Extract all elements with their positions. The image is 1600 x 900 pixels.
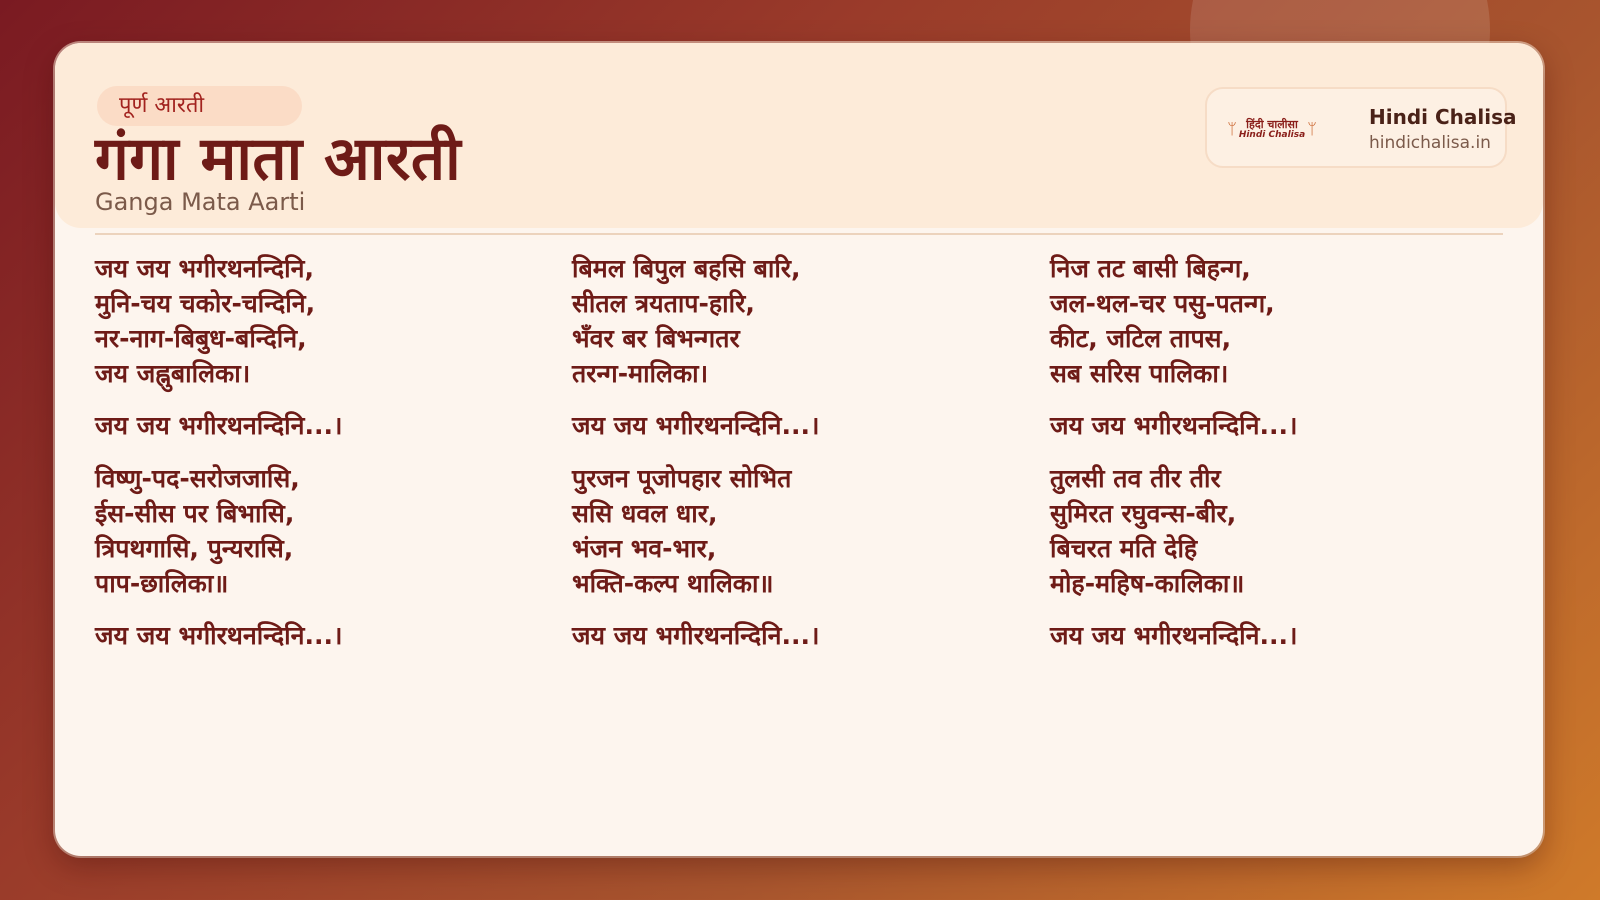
logo-text-english: Hindi Chalisa — [1238, 129, 1306, 140]
brand-name: Hindi Chalisa — [1369, 105, 1517, 129]
chorus-line: जय जय भगीरथनन्दिनि...। — [572, 621, 820, 650]
card-header — [55, 43, 1543, 228]
chorus-line: जय जय भगीरथनन्दिनि...। — [95, 411, 343, 440]
chorus-line: जय जय भगीरथनन्दिनि...। — [1050, 411, 1298, 440]
verse: विष्णु-पद-सरोजजासि, ईस-सीस पर बिभासि, त्रिपथगासि, पुन्यरासि, पाप-छालिका॥ — [95, 464, 300, 598]
brand-card[interactable] — [1205, 87, 1517, 168]
page-subtitle: Ganga Mata Aarti — [95, 188, 306, 216]
trishul-icon: ᛘ — [1307, 119, 1317, 138]
chorus-line: जय जय भगीरथनन्दिनि...। — [572, 411, 820, 440]
brand-url[interactable]: hindichalisa.in — [1369, 133, 1491, 153]
category-badge: पूर्ण आरती — [97, 86, 302, 126]
verse: तुलसी तव तीर तीर सुमिरत रघुवन्स-बीर, बिचरत मति देहि मोह-महिष-कालिका॥ — [1050, 464, 1245, 598]
logo-text-hindi: हिंदी चालीसा — [1246, 117, 1298, 131]
verse: जय जय भगीरथनन्दिनि, मुनि-चय चकोर-चन्दिनि, नर-नाग-बिबुध-बन्दिनि, जय जह्नुबालिका। — [95, 254, 316, 388]
aarti-card — [55, 43, 1543, 856]
verse: बिमल बिपुल बहसि बारि, सीतल त्रयताप-हारि, भँवर बर बिभन्गतर तरन्ग-मालिका। — [572, 254, 801, 388]
chorus-line: जय जय भगीरथनन्दिनि...। — [1050, 621, 1298, 650]
brand-logo — [1225, 115, 1319, 143]
verse: निज तट बासी बिहन्ग, जल-थल-चर पसु-पतन्ग, कीट, जटिल तापस, सब सरिस पालिका। — [1050, 254, 1275, 388]
page-title: गंगा माता आरती — [95, 124, 462, 194]
verse: पुरजन पूजोपहार सोभित ससि धवल धार, भंजन भव-भार, भक्ति-कल्प थालिका॥ — [572, 464, 792, 598]
chorus-line: जय जय भगीरथनन्दिनि...। — [95, 621, 343, 650]
header-divider — [95, 233, 1503, 235]
trishul-icon: ᛘ — [1227, 119, 1237, 138]
